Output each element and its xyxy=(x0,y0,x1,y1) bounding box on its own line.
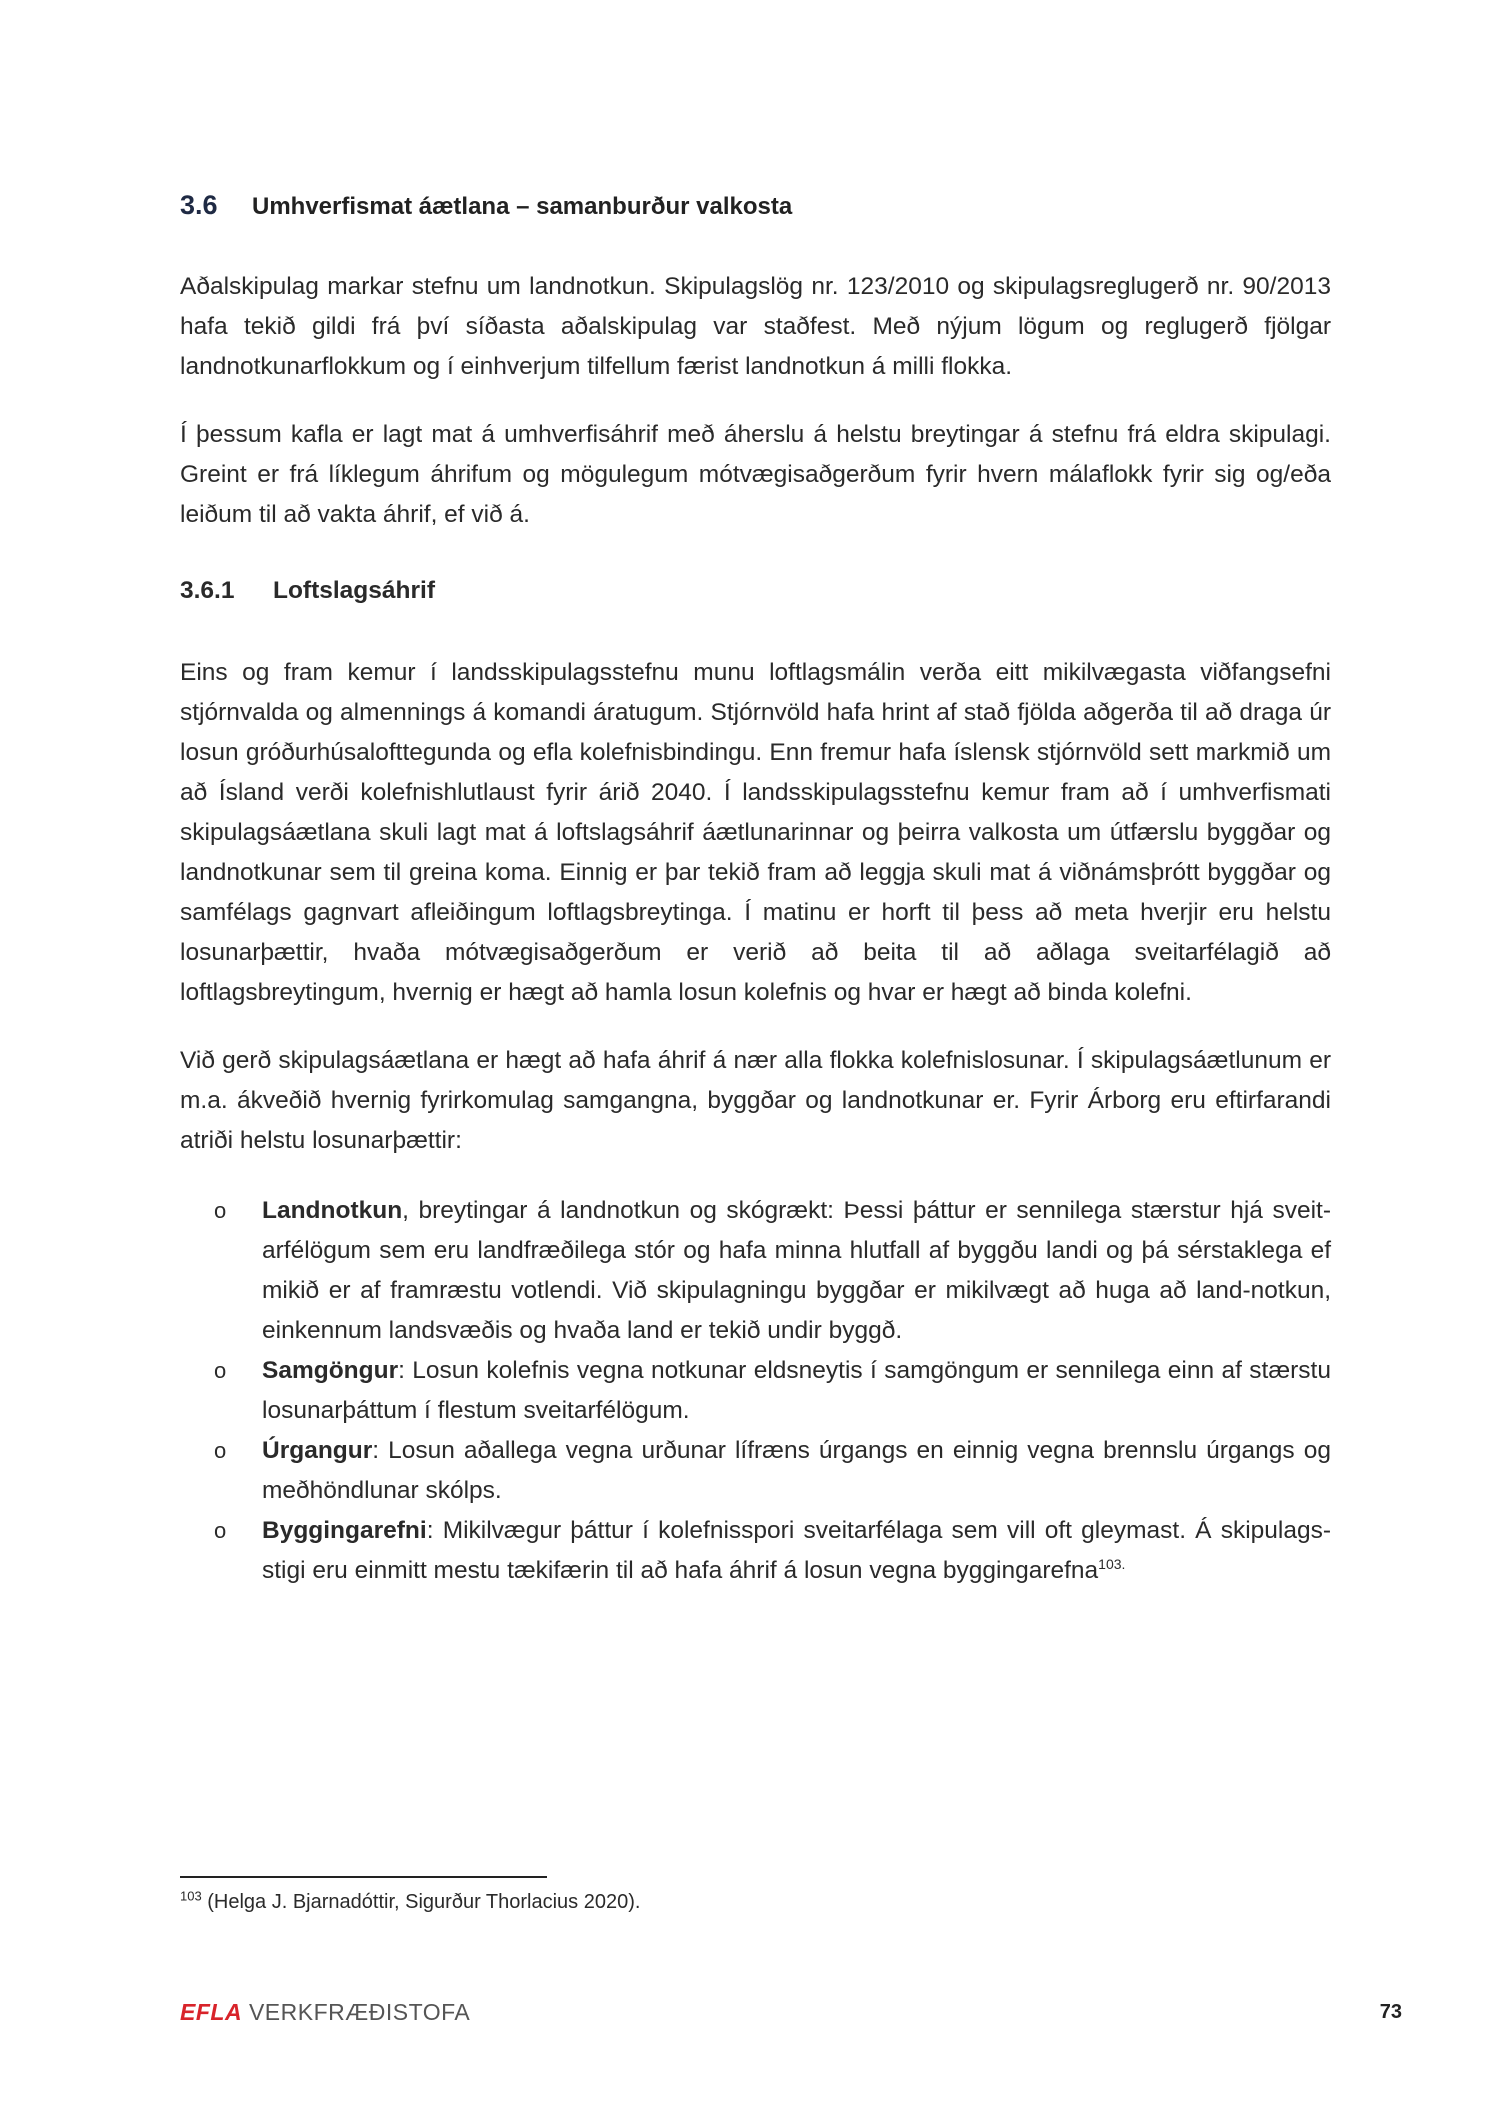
body-paragraph-1: Eins og fram kemur í landsskipulagsstefnu munu loftlagsmálin verða eitt mikilvægasta viðfangsefni stjórnvalda og almennings á komandi áratugum. Stjórnvöld hafa hrint af stað fjölda aðgerða til að draga úr losun gróðurhúsalofttegunda og efla kolefnisbindingu. Enn fremur hafa íslensk stjórnvöld sett markmið um að Ísland verði kolefnishlutlaust fyrir árið 2040. Í landsskipulagsstefnu kemur fram að í umhverfismati skipulagsáætlana skuli lagt mat á loftslagsáhrif áætlunarinnar og þeirra valkosta um útfærslu byggðar og landnotkunar sem til greina koma. Einnig er þar tekið fram að leggja skuli mat á viðnámsþrótt byggðar og samfélags gagnvart afleiðingum loftlagsbreytinga. Í matinu er horft til þess að meta hverjir eru helstu losunarþættir, hvaða mótvægisaðgerðum er verið að beita til að aðlaga sveitarfélagið að loftlagsbreytingum, hvernig er hægt að hamla losun kolefnis og hvar er hægt að binda kolefni. xyxy=(180,659,1331,1006)
company-logo xyxy=(180,1999,470,2026)
footnote-reference[interactable]: 103. xyxy=(1098,1555,1126,1572)
section-title: Umhverfismat áætlana – samanburður valkosta xyxy=(252,193,793,220)
subsection-title: Loftslagsáhrif xyxy=(273,577,435,604)
footnote xyxy=(180,1888,641,1914)
list-item-term: Landnotkun xyxy=(262,1197,403,1224)
emission-factors-list xyxy=(180,1191,1331,1591)
footnote-divider xyxy=(180,1876,547,1878)
list-item-text: : Losun kolefnis vegna notkunar eldsneytis í samgöngum er sennilega einn af stærstu losunarþáttum í flestum sveitarfélögum. xyxy=(262,1357,1331,1424)
subsection-number: 3.6.1 xyxy=(180,577,235,604)
intro-paragraph-2: Í þessum kafla er lagt mat á umhverfisáhrif með áherslu á helstu breytingar á stefnu frá eldra skipulagi. Greint er frá líklegum áhrifum og mögulegum mótvægisaðgerðum fyrir hvern málaflokk fyrir sig og/eða leiðum til að vakta áhrif, ef við á. xyxy=(180,421,1331,528)
list-item-term: Úrgangur xyxy=(262,1437,373,1464)
footnote-number: 103 xyxy=(180,1888,202,1904)
subsection-heading xyxy=(180,571,1331,611)
list-item-text: , breytingar á landnotkun og skógrækt: Þessi þáttur er sennilega stærstur hjá sveit-arfélögum sem eru landfræðilega stór og hafa minna hlutfall af byggðu landi og þá sérstaklega ef mikið er af framræstu votlendi. Við skipulagningu byggðar er mikilvægt að huga að land-notkun, einkennum landsvæðis og hvaða land er tekið undir byggð. xyxy=(262,1197,1331,1344)
list-item xyxy=(180,1191,1331,1351)
list-item-term: Byggingarefni xyxy=(262,1517,427,1544)
list-item-text: : Losun aðallega vegna urðunar lífræns úrgangs en einnig vegna brennslu úrgangs og meðhöndlunar skólps. xyxy=(262,1437,1331,1504)
page-content xyxy=(180,190,1331,1591)
list-item-term: Samgöngur xyxy=(262,1357,399,1384)
list-item xyxy=(180,1351,1331,1431)
bullet-circle-icon: o xyxy=(214,1518,227,1543)
footnote-text: (Helga J. Bjarnadóttir, Sigurður Thorlacius 2020). xyxy=(201,1891,641,1913)
page-number: 73 xyxy=(1379,2001,1402,2023)
page-footer xyxy=(180,1999,1402,2026)
list-item-text: : Mikilvægur þáttur í kolefnisspori sveitarfélaga sem vill oft gleymast. Á skipulags-stigi eru einmitt mestu tækifærin til að hafa áhrif á losun vegna byggingarefna xyxy=(262,1517,1331,1584)
section-heading xyxy=(180,190,1331,221)
bullet-circle-icon: o xyxy=(214,1358,227,1383)
bullet-circle-icon: o xyxy=(214,1198,227,1223)
body-paragraph-2: Við gerð skipulagsáætlana er hægt að hafa áhrif á nær alla flokka kolefnislosunar. Í skipulagsáætlunum er m.a. ákveðið hvernig fyrirkomulag samgangna, byggðar og landnotkunar er. Fyrir Árborg eru eftirfarandi atriði helstu losunarþættir: xyxy=(180,1047,1331,1154)
section-number: 3.6 xyxy=(180,190,218,220)
efla-logo-text: EFLA xyxy=(180,1999,243,2025)
list-item xyxy=(180,1431,1331,1511)
intro-paragraph-1: Aðalskipulag markar stefnu um landnotkun. Skipulagslög nr. 123/2010 og skipulagsreglugerð nr. 90/2013 hafa tekið gildi frá því síðasta aðalskipulag var staðfest. Með nýjum lögum og reglugerð fjölgar landnotkunarflokkum og í einhverjum tilfellum færist landnotkun á milli flokka. xyxy=(180,273,1331,380)
list-item xyxy=(180,1511,1331,1591)
bullet-circle-icon: o xyxy=(214,1438,227,1463)
company-name: VERKFRÆÐISTOFA xyxy=(242,1999,471,2025)
